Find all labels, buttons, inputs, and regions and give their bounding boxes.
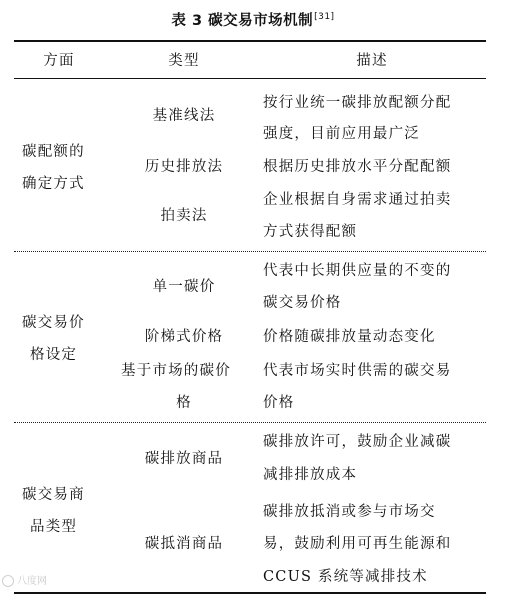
group3-desc-line1: 碳排放许可，鼓励企业减碳 bbox=[263, 434, 452, 450]
group2-type-market-line2: 格 bbox=[176, 395, 192, 411]
group2-type-market-line1: 基于市场的碳价 bbox=[121, 363, 231, 379]
watermark-logo-icon bbox=[2, 575, 14, 587]
header-rule bbox=[14, 78, 486, 79]
group3-desc-line5: CCUS 系统等减排技术 bbox=[263, 569, 428, 585]
group3-type-emission: 碳排放商品 bbox=[144, 451, 224, 467]
group1-desc-line2: 强度，目前应用最广泛 bbox=[263, 126, 420, 142]
group2-desc-line2: 碳交易价格 bbox=[263, 295, 342, 311]
group3-type-offset: 碳抵消商品 bbox=[144, 536, 224, 552]
bottom-rule bbox=[14, 592, 486, 594]
group3-desc-line2: 减排排放成本 bbox=[263, 467, 358, 483]
group1-aspect-line1: 碳配额的 bbox=[22, 144, 85, 160]
citation-ref: [31] bbox=[314, 12, 335, 22]
watermark: 八度网 bbox=[2, 572, 47, 587]
group1-desc-line4: 企业根据自身需求通过拍卖 bbox=[263, 192, 452, 208]
group2-desc-line3: 价格随碳排放量动态变化 bbox=[263, 329, 436, 345]
table-title: 表 3 碳交易市场机制[31] bbox=[171, 12, 335, 29]
group3-aspect-line1: 碳交易商 bbox=[22, 487, 85, 503]
group2-desc-line4: 代表市场实时供需的碳交易 bbox=[263, 363, 452, 379]
header-description: 描述 bbox=[356, 53, 388, 69]
group3-desc-line3: 碳排放抵消或参与市场交 bbox=[263, 504, 436, 520]
group1-type-auction: 拍卖法 bbox=[160, 208, 208, 224]
group3-aspect-line2: 品类型 bbox=[30, 519, 78, 535]
header-type: 类型 bbox=[168, 53, 200, 69]
group1-desc-line1: 按行业统一碳排放配额分配 bbox=[263, 95, 452, 111]
group2-type-tiered: 阶梯式价格 bbox=[144, 329, 224, 345]
group1-aspect-line2: 确定方式 bbox=[22, 176, 85, 192]
group2-type-single: 单一碳价 bbox=[152, 279, 216, 295]
group2-aspect-line1: 碳交易价 bbox=[22, 315, 85, 331]
top-rule bbox=[14, 40, 486, 42]
group2-aspect-line2: 格设定 bbox=[30, 347, 78, 363]
group1-type-baseline: 基准线法 bbox=[152, 108, 216, 124]
group2-desc-line1: 代表中长期供应量的不变的 bbox=[263, 263, 452, 279]
group1-type-historical: 历史排放法 bbox=[144, 159, 224, 175]
group-divider-1 bbox=[14, 251, 486, 252]
group1-desc-line5: 方式获得配额 bbox=[263, 224, 358, 240]
group1-desc-line3: 根据历史排放水平分配配额 bbox=[263, 159, 452, 175]
group2-desc-line5: 价格 bbox=[263, 395, 295, 411]
group-divider-2 bbox=[14, 422, 486, 423]
header-aspect: 方面 bbox=[43, 53, 75, 69]
group3-desc-line4: 易，鼓励利用可再生能源和 bbox=[263, 536, 452, 552]
